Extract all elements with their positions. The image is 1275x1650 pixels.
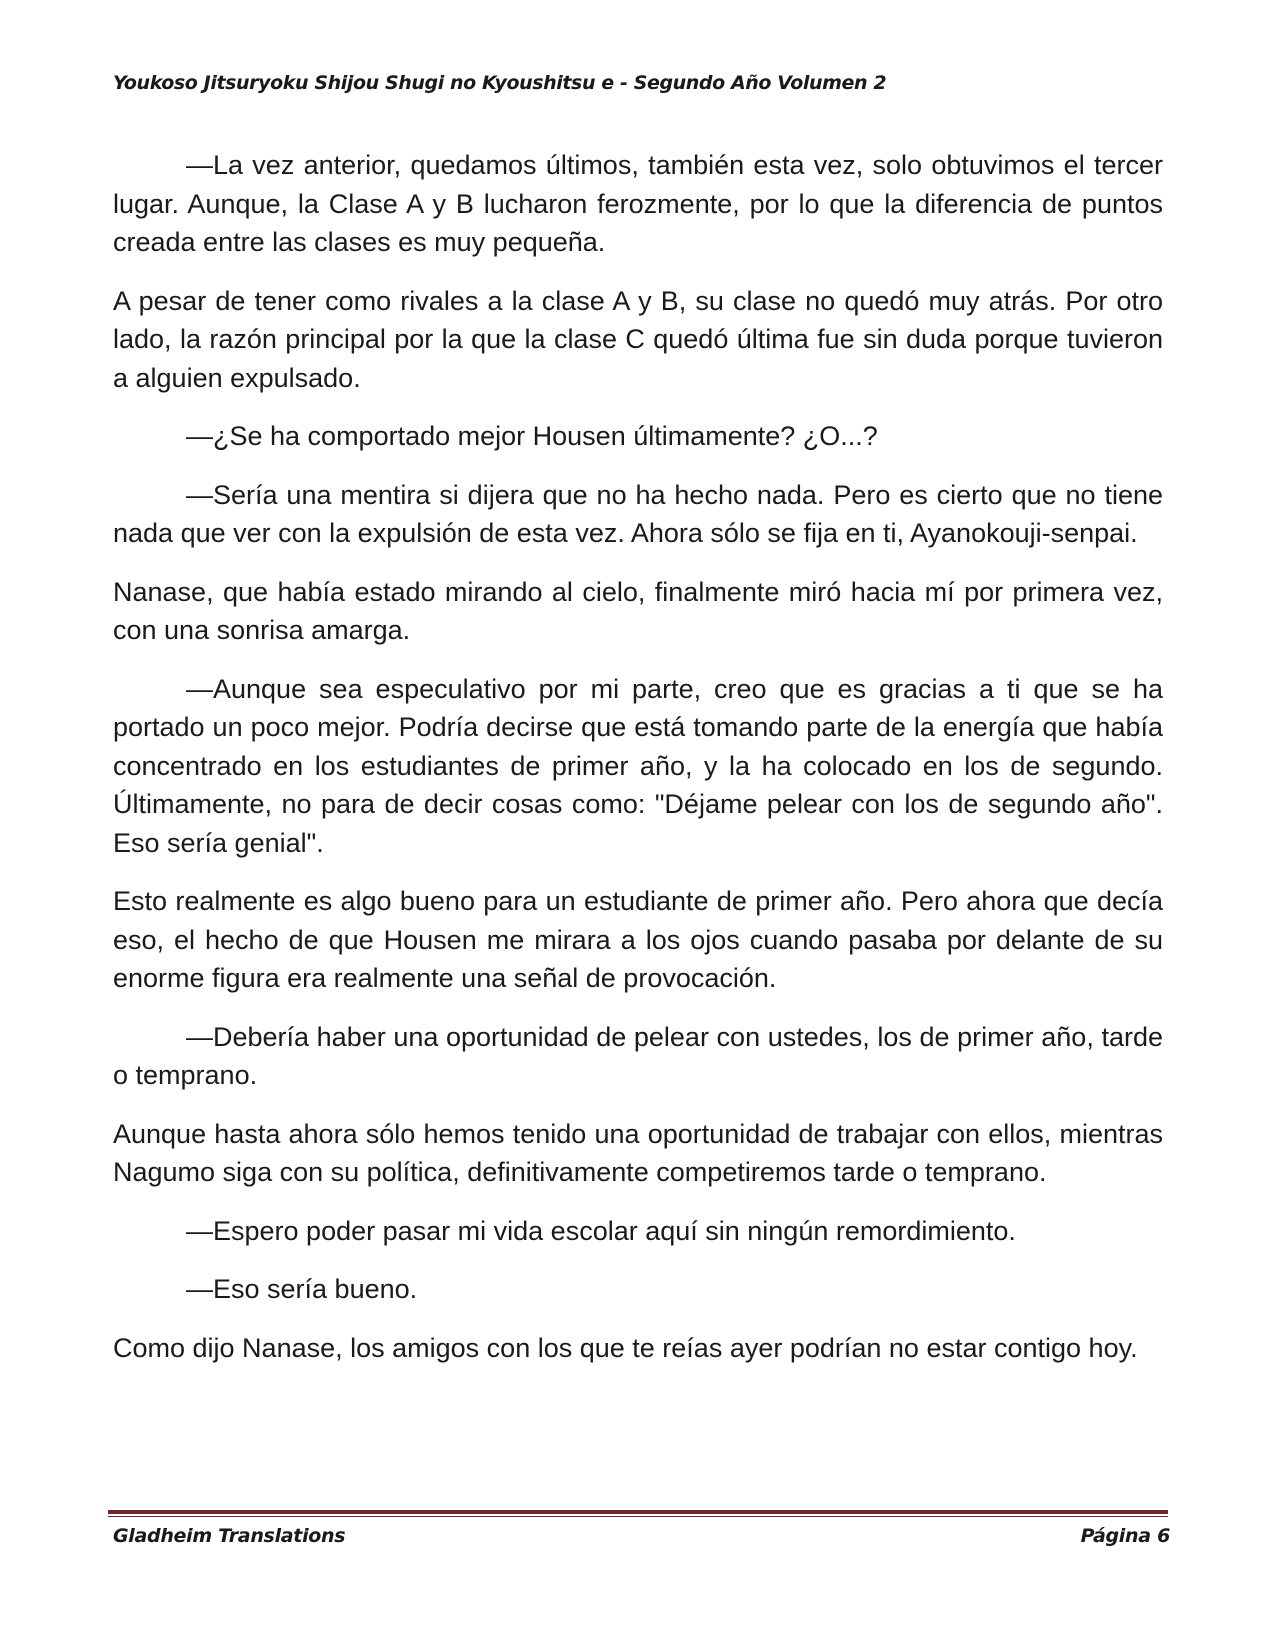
footer-divider [108,1510,1168,1518]
paragraph: —¿Se ha comportado mejor Housen últimamente? ¿O...? [186,421,878,451]
footer-divider-thin [108,1516,1168,1517]
footer-credit: Gladheim Translations [113,1525,346,1547]
paragraph: —Debería haber una oportunidad de pelear con ustedes, los de primer año, tarde o temprano. [113,1021,1163,1090]
footer-divider-thick [108,1510,1168,1514]
paragraph: —Espero poder pasar mi vida escolar aquí sin ningún remordimiento. [186,1215,1016,1246]
paragraph: Como dijo Nanase, los amigos con los que te reías ayer podrían no estar contigo hoy. [113,1332,1138,1363]
paragraph: A pesar de tener como rivales a la clase A y B, su clase no quedó muy atrás. Por otro lado, la razón principal por la que la clase C quedó última fue sin duda porque tuvieron a alguien expulsado. [113,285,1163,393]
paragraph: Nanase, que había estado mirando al cielo, finalmente miró hacia mí por primera vez, con una sonrisa amarga. [113,576,1163,645]
page-header-title: Youkoso Jitsuryoku Shijou Shugi no Kyoushitsu e - Segundo Año Volumen 2 [113,72,887,94]
paragraph: Aunque hasta ahora sólo hemos tenido una oportunidad de trabajar con ellos, mientras Nagumo siga con su política, definitivamente competiremos tarde o temprano. [113,1118,1163,1187]
paragraph: —Eso sería bueno. [186,1274,418,1304]
paragraph: —La vez anterior, quedamos últimos, también esta vez, solo obtuvimos el tercer lugar. Aunque, la Clase A y B lucharon ferozmente, por lo que la diferencia de puntos creada entre las clases es muy pequeña. [113,150,1163,257]
paragraph: Esto realmente es algo bueno para un estudiante de primer año. Pero ahora que decía eso, el hecho de que Housen me mirara a los ojos cuando pasaba por delante de su enorme figura era realmente una señal de provocación. [113,886,1163,993]
page-body [113,146,1163,1387]
paragraph: —Sería una mentira si dijera que no ha hecho nada. Pero es cierto que no tiene nada que ver con la expulsión de esta vez. Ahora sólo se fija en ti, Ayanokouji-senpai. [113,479,1163,548]
page-number: Página 6 [1080,1525,1170,1547]
paragraph: —Aunque sea especulativo por mi parte, creo que es gracias a ti que se ha portado un poco mejor. Podría decirse que está tomando parte de la energía que había concentrado en los estudiantes de primer año, y la ha colocado en los de segundo. Últimamente, no para de decir cosas como: "Déjame pelear con los de segundo año". Eso sería genial". [113,673,1163,858]
